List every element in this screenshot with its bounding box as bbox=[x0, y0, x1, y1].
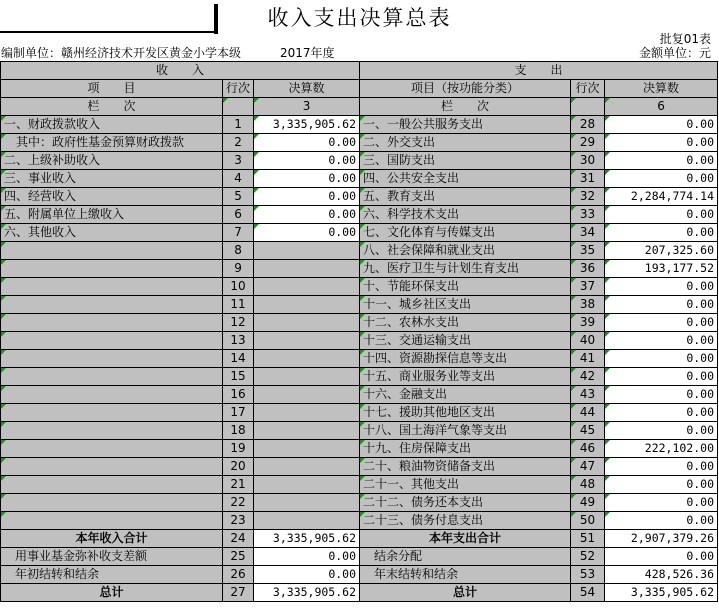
table-row bbox=[1, 170, 718, 188]
income-item-cell[interactable] bbox=[1, 260, 223, 278]
expense-rowno-header: 行次 bbox=[571, 80, 605, 98]
income-item-cell[interactable]: 一、财政拨款收入 bbox=[1, 116, 223, 134]
expense-amount-cell[interactable]: 0.00 bbox=[605, 296, 718, 314]
table-row bbox=[1, 260, 718, 278]
income-rowno-cell[interactable]: 20 bbox=[223, 458, 254, 476]
expense-rowno-cell[interactable]: 45 bbox=[571, 422, 605, 440]
expense-amount-cell[interactable]: 0.00 bbox=[605, 350, 718, 368]
summary-row bbox=[1, 566, 718, 584]
expense-item-cell[interactable]: 一、一般公共服务支出 bbox=[360, 116, 571, 134]
page-title: 收入支出决算总表 bbox=[267, 6, 452, 30]
income-col-number: 3 bbox=[254, 98, 360, 116]
income-amount-cell[interactable]: 0.00 bbox=[254, 206, 360, 224]
expense-rowno-cell[interactable]: 38 bbox=[571, 296, 605, 314]
expense-summary-label[interactable]: 总计 bbox=[360, 584, 571, 602]
income-item-cell[interactable] bbox=[1, 512, 223, 530]
expense-item-cell[interactable]: 十八、国土海洋气象等支出 bbox=[360, 422, 571, 440]
table-row bbox=[1, 440, 718, 458]
table-row bbox=[1, 422, 718, 440]
income-amount-cell[interactable] bbox=[254, 278, 360, 296]
expense-item-cell[interactable]: 二十三、债务付息支出 bbox=[360, 512, 571, 530]
income-rowno-cell[interactable]: 9 bbox=[223, 260, 254, 278]
table-row bbox=[1, 404, 718, 422]
income-amount-cell[interactable] bbox=[254, 368, 360, 386]
income-rowno-cell[interactable]: 16 bbox=[223, 386, 254, 404]
expense-amount-cell[interactable]: 0.00 bbox=[605, 152, 718, 170]
expense-rowno-cell[interactable]: 42 bbox=[571, 368, 605, 386]
expense-rowno-cell[interactable]: 50 bbox=[571, 512, 605, 530]
income-rowno-cell[interactable]: 6 bbox=[223, 206, 254, 224]
income-summary-label[interactable]: 本年收入合计 bbox=[1, 530, 223, 548]
expense-item-cell[interactable]: 二十二、债务还本支出 bbox=[360, 494, 571, 512]
income-rowno-cell[interactable]: 21 bbox=[223, 476, 254, 494]
income-summary-rowno[interactable]: 27 bbox=[223, 584, 254, 602]
income-item-cell[interactable] bbox=[1, 368, 223, 386]
form-code: 批复01表 bbox=[659, 32, 711, 46]
expense-item-cell[interactable]: 六、科学技术支出 bbox=[360, 206, 571, 224]
expense-summary-amount[interactable]: 0.00 bbox=[605, 548, 718, 566]
expense-summary-label[interactable]: 年末结转和结余 bbox=[360, 566, 571, 584]
expense-amount-header: 决算数 bbox=[605, 80, 718, 98]
table-row bbox=[1, 278, 718, 296]
expense-item-cell[interactable]: 二、外交支出 bbox=[360, 134, 571, 152]
table-row bbox=[1, 296, 718, 314]
income-col-blank bbox=[223, 98, 254, 116]
unit-label: 编制单位：赣州经济技术开发区黄金小学本级 bbox=[1, 46, 242, 60]
income-summary-label[interactable]: 年初结转和结余 bbox=[1, 566, 223, 584]
income-item-cell[interactable] bbox=[1, 404, 223, 422]
income-rowno-cell[interactable]: 19 bbox=[223, 440, 254, 458]
income-item-cell[interactable] bbox=[1, 422, 223, 440]
income-amount-cell[interactable] bbox=[254, 296, 360, 314]
income-rowno-cell[interactable]: 7 bbox=[223, 224, 254, 242]
income-rowno-cell[interactable]: 13 bbox=[223, 332, 254, 350]
income-summary-amount[interactable]: 3,335,905.62 bbox=[254, 530, 360, 548]
table-row bbox=[1, 314, 718, 332]
income-rowno-cell[interactable]: 18 bbox=[223, 422, 254, 440]
expense-amount-cell[interactable]: 0.00 bbox=[605, 458, 718, 476]
income-summary-rowno[interactable]: 24 bbox=[223, 530, 254, 548]
expense-rowno-cell[interactable]: 43 bbox=[571, 386, 605, 404]
expense-rowno-cell[interactable]: 37 bbox=[571, 278, 605, 296]
expense-amount-cell[interactable]: 0.00 bbox=[605, 224, 718, 242]
expense-rowno-cell[interactable]: 47 bbox=[571, 458, 605, 476]
income-col-label: 栏 次 bbox=[1, 98, 223, 116]
income-amount-cell[interactable] bbox=[254, 350, 360, 368]
expense-summary-rowno[interactable]: 53 bbox=[571, 566, 605, 584]
expense-item-header: 项目（按功能分类） bbox=[360, 80, 571, 98]
income-summary-label[interactable]: 总计 bbox=[1, 584, 223, 602]
income-rowno-header: 行次 bbox=[223, 80, 254, 98]
table-row bbox=[1, 368, 718, 386]
income-amount-cell[interactable] bbox=[254, 404, 360, 422]
expense-item-cell[interactable]: 十六、金融支出 bbox=[360, 386, 571, 404]
income-rowno-cell[interactable]: 4 bbox=[223, 170, 254, 188]
table-row bbox=[1, 512, 718, 530]
summary-row bbox=[1, 548, 718, 566]
income-item-cell[interactable] bbox=[1, 332, 223, 350]
expense-rowno-cell[interactable]: 35 bbox=[571, 242, 605, 260]
expense-rowno-cell[interactable]: 33 bbox=[571, 206, 605, 224]
income-item-cell[interactable] bbox=[1, 440, 223, 458]
table-row bbox=[1, 332, 718, 350]
amount-unit: 金额单位：元 bbox=[638, 46, 711, 60]
expense-rowno-cell[interactable]: 31 bbox=[571, 170, 605, 188]
income-item-cell[interactable]: 三、事业收入 bbox=[1, 170, 223, 188]
table-row bbox=[1, 386, 718, 404]
income-summary-amount[interactable]: 3,335,905.62 bbox=[254, 584, 360, 602]
income-item-cell[interactable] bbox=[1, 278, 223, 296]
income-rowno-cell[interactable]: 12 bbox=[223, 314, 254, 332]
expense-item-cell[interactable]: 三、国防支出 bbox=[360, 152, 571, 170]
income-expense-table bbox=[0, 61, 718, 602]
income-item-cell[interactable]: 六、其他收入 bbox=[1, 224, 223, 242]
income-item-cell[interactable] bbox=[1, 242, 223, 260]
income-amount-cell[interactable] bbox=[254, 458, 360, 476]
income-amount-header: 决算数 bbox=[254, 80, 360, 98]
expense-summary-amount[interactable]: 2,907,379.26 bbox=[605, 530, 718, 548]
table-row bbox=[1, 350, 718, 368]
expense-item-cell[interactable]: 十、节能环保支出 bbox=[360, 278, 571, 296]
expense-item-cell[interactable]: 十五、商业服务业等支出 bbox=[360, 368, 571, 386]
income-amount-cell[interactable]: 0.00 bbox=[254, 134, 360, 152]
income-rowno-cell[interactable]: 3 bbox=[223, 152, 254, 170]
table-row bbox=[1, 206, 718, 224]
income-item-cell[interactable] bbox=[1, 476, 223, 494]
expense-rowno-cell[interactable]: 29 bbox=[571, 134, 605, 152]
income-rowno-cell[interactable]: 10 bbox=[223, 278, 254, 296]
income-summary-amount[interactable]: 0.00 bbox=[254, 566, 360, 584]
expense-rowno-cell[interactable]: 49 bbox=[571, 494, 605, 512]
income-amount-cell[interactable]: 0.00 bbox=[254, 188, 360, 206]
income-item-cell[interactable] bbox=[1, 350, 223, 368]
expense-item-cell[interactable]: 十七、援助其他地区支出 bbox=[360, 404, 571, 422]
income-rowno-cell[interactable]: 14 bbox=[223, 350, 254, 368]
income-item-cell[interactable]: 二、上级补助收入 bbox=[1, 152, 223, 170]
expense-amount-cell[interactable]: 0.00 bbox=[605, 386, 718, 404]
income-item-header: 项 目 bbox=[1, 80, 223, 98]
expense-amount-cell[interactable]: 0.00 bbox=[605, 134, 718, 152]
income-amount-cell[interactable] bbox=[254, 242, 360, 260]
table-row bbox=[1, 494, 718, 512]
expense-item-cell[interactable]: 十九、住房保障支出 bbox=[360, 440, 571, 458]
expense-col-number: 6 bbox=[605, 98, 718, 116]
income-item-cell[interactable] bbox=[1, 296, 223, 314]
income-rowno-cell[interactable]: 1 bbox=[223, 116, 254, 134]
summary-row bbox=[1, 584, 718, 602]
income-header: 收 入 bbox=[1, 62, 360, 80]
expense-rowno-cell[interactable]: 30 bbox=[571, 152, 605, 170]
expense-amount-cell[interactable]: 207,325.60 bbox=[605, 242, 718, 260]
expense-amount-cell[interactable]: 0.00 bbox=[605, 170, 718, 188]
cell-cursor bbox=[214, 4, 218, 34]
table-row bbox=[1, 116, 718, 134]
expense-rowno-cell[interactable]: 48 bbox=[571, 476, 605, 494]
table-row bbox=[1, 458, 718, 476]
expense-rowno-cell[interactable]: 28 bbox=[571, 116, 605, 134]
income-amount-cell[interactable] bbox=[254, 386, 360, 404]
year-label: 2017年度 bbox=[280, 46, 335, 60]
expense-item-cell[interactable]: 八、社会保障和就业支出 bbox=[360, 242, 571, 260]
income-amount-cell[interactable] bbox=[254, 494, 360, 512]
income-summary-label[interactable]: 用事业基金弥补收支差额 bbox=[1, 548, 223, 566]
expense-rowno-cell[interactable]: 34 bbox=[571, 224, 605, 242]
income-amount-cell[interactable] bbox=[254, 314, 360, 332]
income-item-cell[interactable] bbox=[1, 458, 223, 476]
expense-item-cell[interactable]: 十一、城乡社区支出 bbox=[360, 296, 571, 314]
title-underline bbox=[0, 31, 216, 33]
income-item-cell[interactable]: 五、附属单位上缴收入 bbox=[1, 206, 223, 224]
income-summary-rowno[interactable]: 26 bbox=[223, 566, 254, 584]
expense-amount-cell[interactable]: 0.00 bbox=[605, 422, 718, 440]
income-rowno-cell[interactable]: 11 bbox=[223, 296, 254, 314]
expense-item-cell[interactable]: 十二、农林水支出 bbox=[360, 314, 571, 332]
expense-item-cell[interactable]: 二十、粮油物资储备支出 bbox=[360, 458, 571, 476]
income-amount-cell[interactable] bbox=[254, 476, 360, 494]
expense-amount-cell[interactable]: 193,177.52 bbox=[605, 260, 718, 278]
expense-summary-label[interactable]: 结余分配 bbox=[360, 548, 571, 566]
table-row bbox=[1, 242, 718, 260]
income-amount-cell[interactable] bbox=[254, 440, 360, 458]
expense-amount-cell[interactable]: 0.00 bbox=[605, 314, 718, 332]
expense-col-label: 栏 次 bbox=[360, 98, 571, 116]
income-item-cell[interactable] bbox=[1, 386, 223, 404]
expense-amount-cell[interactable]: 2,284,774.14 bbox=[605, 188, 718, 206]
expense-item-cell[interactable]: 四、公共安全支出 bbox=[360, 170, 571, 188]
expense-amount-cell[interactable]: 0.00 bbox=[605, 512, 718, 530]
expense-amount-cell[interactable]: 0.00 bbox=[605, 206, 718, 224]
expense-rowno-cell[interactable]: 39 bbox=[571, 314, 605, 332]
table-row bbox=[1, 188, 718, 206]
income-rowno-cell[interactable]: 23 bbox=[223, 512, 254, 530]
income-rowno-cell[interactable]: 8 bbox=[223, 242, 254, 260]
income-amount-cell[interactable]: 0.00 bbox=[254, 224, 360, 242]
income-rowno-cell[interactable]: 5 bbox=[223, 188, 254, 206]
table-row bbox=[1, 224, 718, 242]
table-row bbox=[1, 134, 718, 152]
expense-summary-rowno[interactable]: 54 bbox=[571, 584, 605, 602]
income-item-cell[interactable] bbox=[1, 314, 223, 332]
income-amount-cell[interactable] bbox=[254, 332, 360, 350]
income-amount-cell[interactable]: 3,335,905.62 bbox=[254, 116, 360, 134]
expense-amount-cell[interactable]: 222,102.00 bbox=[605, 440, 718, 458]
income-amount-cell[interactable]: 0.00 bbox=[254, 152, 360, 170]
income-amount-cell[interactable] bbox=[254, 422, 360, 440]
expense-rowno-cell[interactable]: 46 bbox=[571, 440, 605, 458]
expense-rowno-cell[interactable]: 44 bbox=[571, 404, 605, 422]
expense-summary-rowno[interactable]: 51 bbox=[571, 530, 605, 548]
summary-row bbox=[1, 530, 718, 548]
income-item-cell[interactable] bbox=[1, 494, 223, 512]
expense-amount-cell[interactable]: 0.00 bbox=[605, 278, 718, 296]
expense-item-cell[interactable]: 九、医疗卫生与计划生育支出 bbox=[360, 260, 571, 278]
expense-amount-cell[interactable]: 0.00 bbox=[605, 368, 718, 386]
expense-rowno-cell[interactable]: 40 bbox=[571, 332, 605, 350]
expense-amount-cell[interactable]: 0.00 bbox=[605, 476, 718, 494]
income-rowno-cell[interactable]: 17 bbox=[223, 404, 254, 422]
expense-item-cell[interactable]: 五、教育支出 bbox=[360, 188, 571, 206]
expense-item-cell[interactable]: 二十一、其他支出 bbox=[360, 476, 571, 494]
income-summary-rowno[interactable]: 25 bbox=[223, 548, 254, 566]
expense-summary-label[interactable]: 本年支出合计 bbox=[360, 530, 571, 548]
expense-rowno-cell[interactable]: 36 bbox=[571, 260, 605, 278]
expense-rowno-cell[interactable]: 32 bbox=[571, 188, 605, 206]
expense-header: 支 出 bbox=[360, 62, 718, 80]
expense-rowno-cell[interactable]: 41 bbox=[571, 350, 605, 368]
expense-summary-amount[interactable]: 428,526.36 bbox=[605, 566, 718, 584]
expense-amount-cell[interactable]: 0.00 bbox=[605, 494, 718, 512]
expense-amount-cell[interactable]: 0.00 bbox=[605, 332, 718, 350]
income-item-cell[interactable]: 四、经营收入 bbox=[1, 188, 223, 206]
income-rowno-cell[interactable]: 22 bbox=[223, 494, 254, 512]
table-row bbox=[1, 152, 718, 170]
expense-item-cell[interactable]: 十三、交通运输支出 bbox=[360, 332, 571, 350]
income-amount-cell[interactable] bbox=[254, 512, 360, 530]
expense-amount-cell[interactable]: 0.00 bbox=[605, 404, 718, 422]
income-rowno-cell[interactable]: 15 bbox=[223, 368, 254, 386]
income-amount-cell[interactable]: 0.00 bbox=[254, 170, 360, 188]
income-rowno-cell[interactable]: 2 bbox=[223, 134, 254, 152]
expense-amount-cell[interactable]: 0.00 bbox=[605, 116, 718, 134]
income-summary-amount[interactable]: 0.00 bbox=[254, 548, 360, 566]
expense-summary-rowno[interactable]: 52 bbox=[571, 548, 605, 566]
income-amount-cell[interactable] bbox=[254, 260, 360, 278]
expense-col-blank bbox=[571, 98, 605, 116]
expense-item-cell[interactable]: 十四、资源勘探信息等支出 bbox=[360, 350, 571, 368]
expense-item-cell[interactable]: 七、文化体育与传媒支出 bbox=[360, 224, 571, 242]
expense-summary-amount[interactable]: 3,335,905.62 bbox=[605, 584, 718, 602]
income-item-cell[interactable]: 其中：政府性基金预算财政拨款 bbox=[1, 134, 223, 152]
table-row bbox=[1, 476, 718, 494]
